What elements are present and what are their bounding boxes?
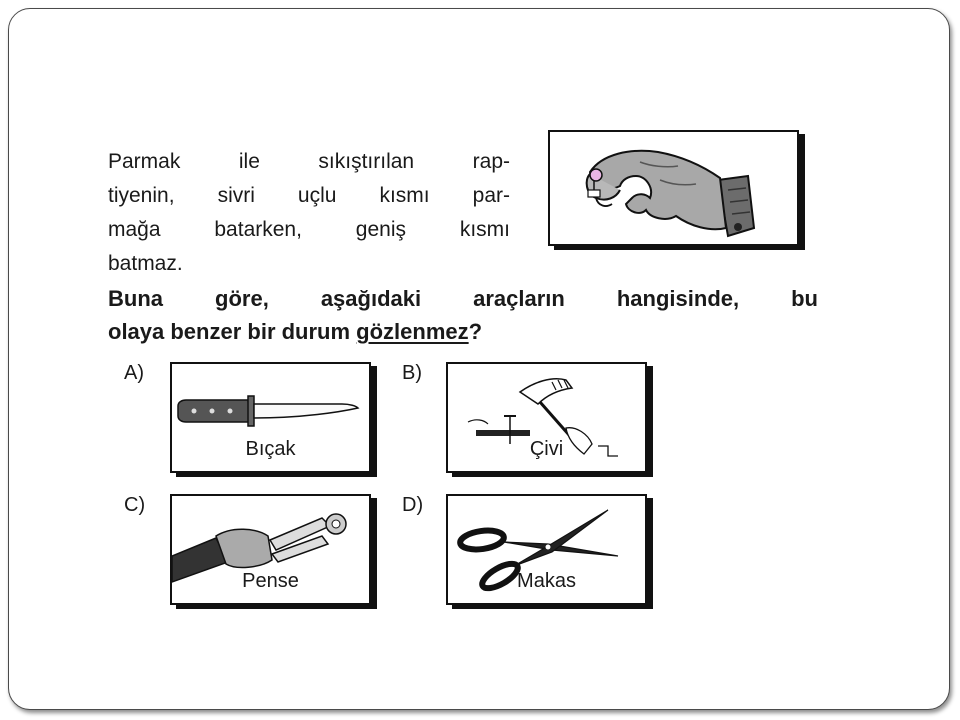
- option-b-label: Çivi: [529, 438, 564, 460]
- option-c-card[interactable]: [170, 494, 371, 605]
- option-a-letter: A): [124, 362, 144, 384]
- thumbtack-hand-illustration: [548, 130, 799, 246]
- hand-pressing-thumbtack-icon: [550, 132, 797, 244]
- intro-paragraph: [108, 145, 510, 281]
- underlined-word: gözlenmez: [356, 319, 469, 344]
- option-d-letter: D): [402, 494, 424, 516]
- question-text: [108, 282, 818, 348]
- option-c-letter: C): [124, 494, 146, 516]
- question-line-2: [108, 315, 818, 348]
- option-b-letter: B): [402, 362, 422, 384]
- option-c-label: Pense: [242, 570, 299, 592]
- intro-line: mağa batarken, geniş kısmı: [108, 218, 510, 241]
- intro-line: Parmak ile sıkıştırılan rap-: [108, 150, 510, 173]
- option-a-card[interactable]: [170, 362, 371, 473]
- question-prefix: olaya benzer bir durum: [108, 319, 357, 344]
- option-a-label: Bıçak: [245, 438, 296, 460]
- intro-line: batmaz.: [108, 252, 183, 275]
- question-suffix: ?: [468, 319, 483, 344]
- option-b-card[interactable]: [446, 362, 647, 473]
- intro-line: tiyenin, sivri uçlu kısmı par-: [108, 184, 510, 207]
- option-d-label: Makas: [517, 570, 576, 592]
- question-line-1: Buna göre, aşağıdaki araçların hangisinde, bu: [108, 286, 818, 311]
- option-d-card[interactable]: [446, 494, 647, 605]
